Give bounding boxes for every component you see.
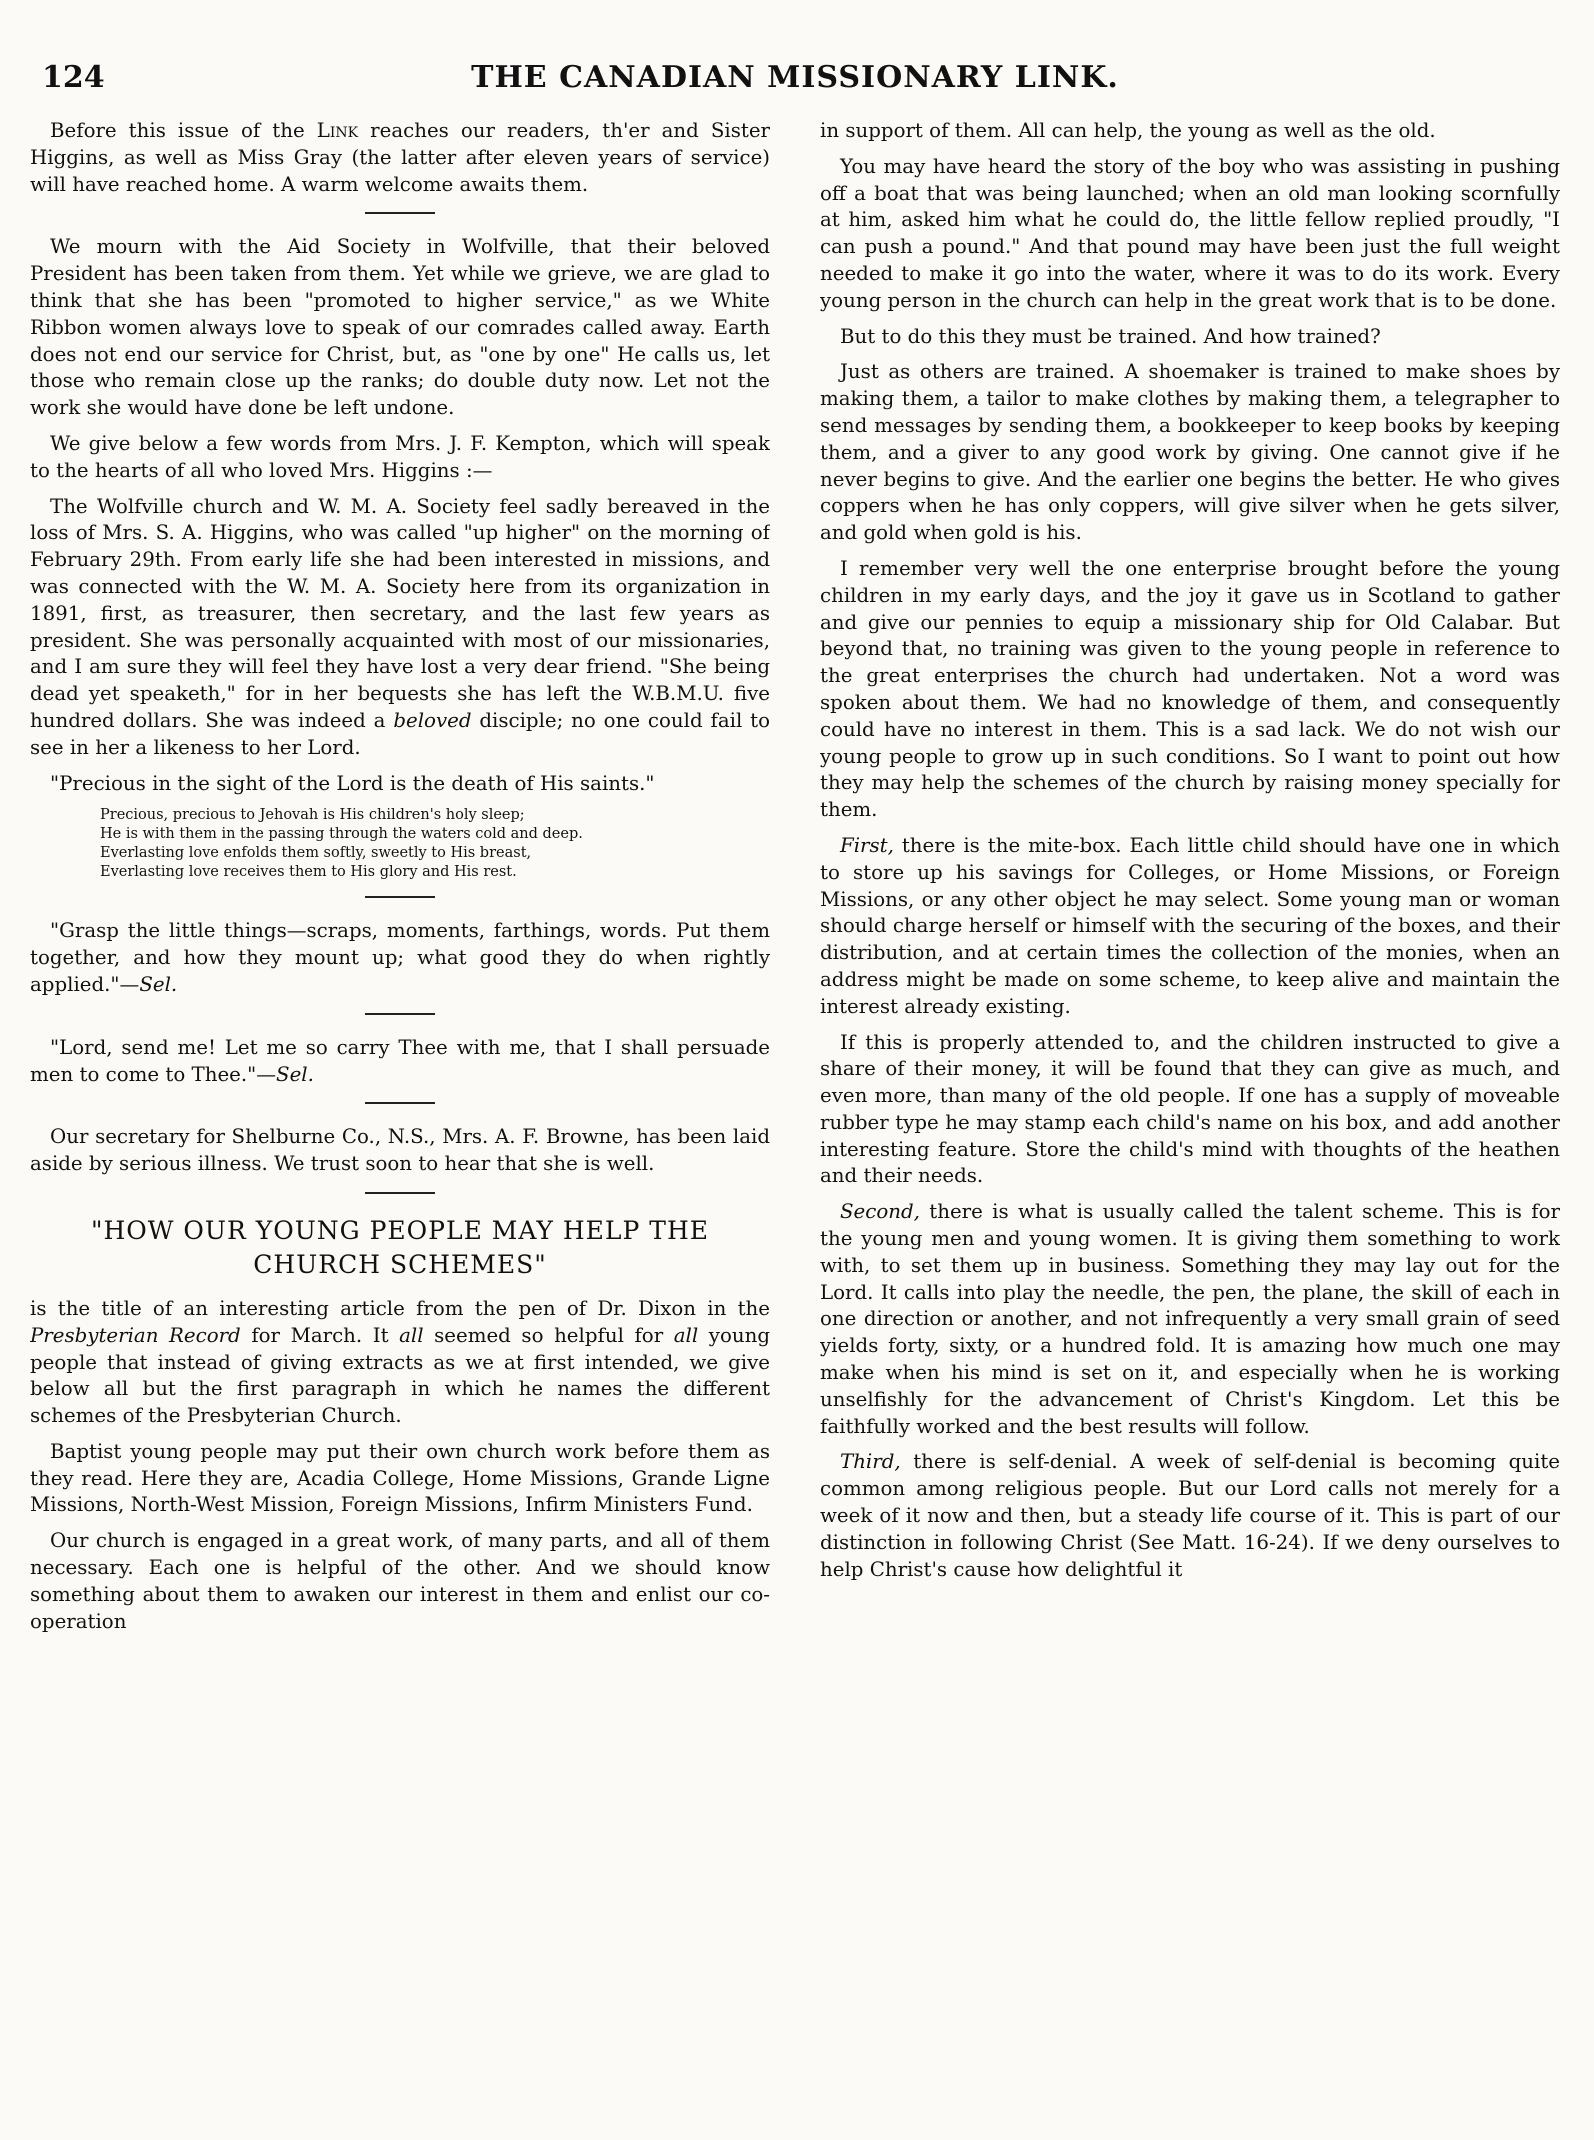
paragraph: in support of them. All can help, the young as well as the old. bbox=[820, 119, 1436, 142]
paragraph: Baptist young people may put their own church work before them as they read. Here they are, Acadia College, Home Missions, Grande Ligne Missions, North-West Mission, Foreign Missions, Infirm Ministers Fund. bbox=[30, 1439, 770, 1517]
paragraph: We give below a few words from Mrs. J. F. Kempton, which will speak to the hearts of all who loved Mrs. Higgins :— bbox=[30, 431, 770, 482]
paragraph: We mourn with the Aid Society in Wolfville, that their beloved President has been taken from them. Yet while we grieve, we are glad to think that she has been "promoted to higher service," as we White Ribbon women always love to speak of our comrades called away. Earth does not end our service for Christ, but, as "one by one" He calls us, let those who remain close up the ranks; do double duty now. Let not the work she would have done be left undone. bbox=[30, 235, 770, 420]
poem-line: Everlasting love receives them to His glory and His rest. bbox=[100, 864, 517, 881]
paragraph: First, there is the mite-box. Each little child should have one in which to store up his savings for Colleges, or Home Missions, or Foreign Missions, or any other object he may select. Some young man or woman should charge herself or himself with the securing of the boxes, and their distribution, and at certain times the collection of the monies, when an address might be made on some scheme, to keep alive and maintain the interest already existing. bbox=[820, 833, 1560, 1018]
paragraph: Our church is engaged in a great work, of many parts, and all of them necessary. Each one is helpful of the other. And we should know something about them to awaken our interest in them and enlist our co-operation bbox=[30, 1529, 770, 1633]
paragraph: The Wolfville church and W. M. A. Society feel sadly bereaved in the loss of Mrs. S. A. Higgins, who was called "up higher" on the morning of February 29th. From early life she had been interested in missions, and was connected with the W. M. A. Society here from its organization in 1891, first, as treasurer, then secretary, and the last few years as president. She was personally acquainted with most of our missionaries, and I am sure they will feel they have lost a very dear friend. "She being dead yet speaketh," for in her bequests she has left the W.B.M.U. five hundred dollars. She was indeed a beloved disciple; no one could fail to see in her a likeness to her Lord. bbox=[30, 494, 770, 759]
poem-line: Precious, precious to Jehovah is His children's holy sleep; bbox=[100, 807, 525, 824]
paragraph: "Precious in the sight of the Lord is the death of His saints." bbox=[50, 771, 655, 795]
paragraph: If this is properly attended to, and the children instructed to give a share of their money, it will be found that they can give as much, and even more, than many of the old people. If one has a supply of moveable rubber type he may stamp each child's name on his box, and add another interesting feature. Store the child's mind with thoughts of the heathen and their needs. bbox=[820, 1030, 1560, 1188]
section-divider bbox=[365, 1192, 435, 1194]
paragraph: Just as others are trained. A shoemaker is trained to make shoes by making them, a tailor to make clothes by making them, a telegrapher to send messages by sending them, a bookkeeper to keep books by keeping them, and a giver to any good work by giving. One cannot give if he never begins to give. And the earlier one begins the better. He who gives coppers when he has only coppers, will give silver when he gets silver, and gold when gold is his. bbox=[820, 360, 1560, 545]
poem-stanza bbox=[100, 806, 770, 882]
poem-line: Everlasting love enfolds them softly, sweetly to His breast, bbox=[100, 845, 532, 862]
section-divider bbox=[365, 212, 435, 214]
section-divider bbox=[365, 1102, 435, 1104]
right-column bbox=[820, 118, 1560, 2118]
paragraph: You may have heard the story of the boy who was assisting in pushing off a boat that was being launched; when an old man looking scornfully at him, asked him what he could do, the little fellow replied proudly, "I can push a pound." And that pound may have been just the full weight needed to make it go into the water, where it was to do its work. Every young person in the church can help in the great work that is to be done. bbox=[820, 154, 1560, 312]
section-divider bbox=[365, 896, 435, 898]
paragraph: Third, there is self-denial. A week of self-denial is becoming quite common among religious people. But our Lord calls not merely for a week of it now and then, but a steady life course of it. This is part of our distinction in following Christ (See Matt. 16-24). If we deny ourselves to help Christ's cause how delightful it bbox=[820, 1450, 1560, 1581]
paragraph: Our secretary for Shelburne Co., N.S., Mrs. A. F. Browne, has been laid aside by serious illness. We trust soon to hear that she is well. bbox=[30, 1125, 770, 1176]
paragraph: Before this issue of the Link reaches our readers, th'er and Sister Higgins, as well as Miss Gray (the latter after eleven years of service) will have reached home. A warm welcome awaits them. bbox=[30, 119, 770, 196]
paragraph: "Grasp the little things—scraps, moments, farthings, words. Put them together, and how they mount up; what good they do when rightly applied."—Sel. bbox=[30, 919, 770, 996]
paragraph: But to do this they must be trained. And how trained? bbox=[840, 324, 1381, 348]
paragraph: is the title of an interesting article from the pen of Dr. Dixon in the Presbyterian Record for March. It all seemed so helpful for all young people that instead of giving extracts as we at first intended, we give below all but the first paragraph in which he names the different schemes of the Presbyterian Church. bbox=[30, 1296, 770, 1428]
paragraph: "Lord, send me! Let me so carry Thee with me, that I shall persuade men to come to Thee."—Sel. bbox=[30, 1035, 770, 1086]
paragraph: Second, there is what is usually called the talent scheme. This is for the young men and young women. It is giving them something to work with, to set them up in business. Something they may lay out for the Lord. It calls into play the needle, the pen, the plane, the skill of each in one direction or another, and not infrequently a very small grain of seed yields forty, sixty, or a hundred fold. It is amazing how much one may make when his mind is set on it, and especially when he is working unselfishly for the advancement of Christ's Kingdom. Let this be faithfully worked and the best results will follow. bbox=[820, 1200, 1560, 1438]
section-divider bbox=[365, 1013, 435, 1015]
left-column bbox=[30, 118, 770, 2118]
paragraph: I remember very well the one enterprise brought before the young children in my early days, and the joy it gave us in Scotland to gather and give our pennies to equip a missionary ship for Old Calabar. But beyond that, no training was given to the young people in reference to the great enterprises the church had undertaken. Not a word was spoken about them. We had no knowledge of them, and consequently could have no interest in them. This is a sad lack. We do not wish our young people to grow up in such conditions. So I want to point out how they may help the schemes of the church by raising money specially for them. bbox=[820, 556, 1560, 822]
page-number: 124 bbox=[42, 60, 105, 95]
running-title: THE CANADIAN MISSIONARY LINK. bbox=[471, 60, 1119, 95]
poem-line: He is with them in the passing through the waters cold and deep. bbox=[100, 826, 583, 843]
article-heading: "HOW OUR YOUNG PEOPLE MAY HELP THE CHURCH SCHEMES" bbox=[90, 1215, 710, 1279]
page-header bbox=[30, 60, 1560, 104]
